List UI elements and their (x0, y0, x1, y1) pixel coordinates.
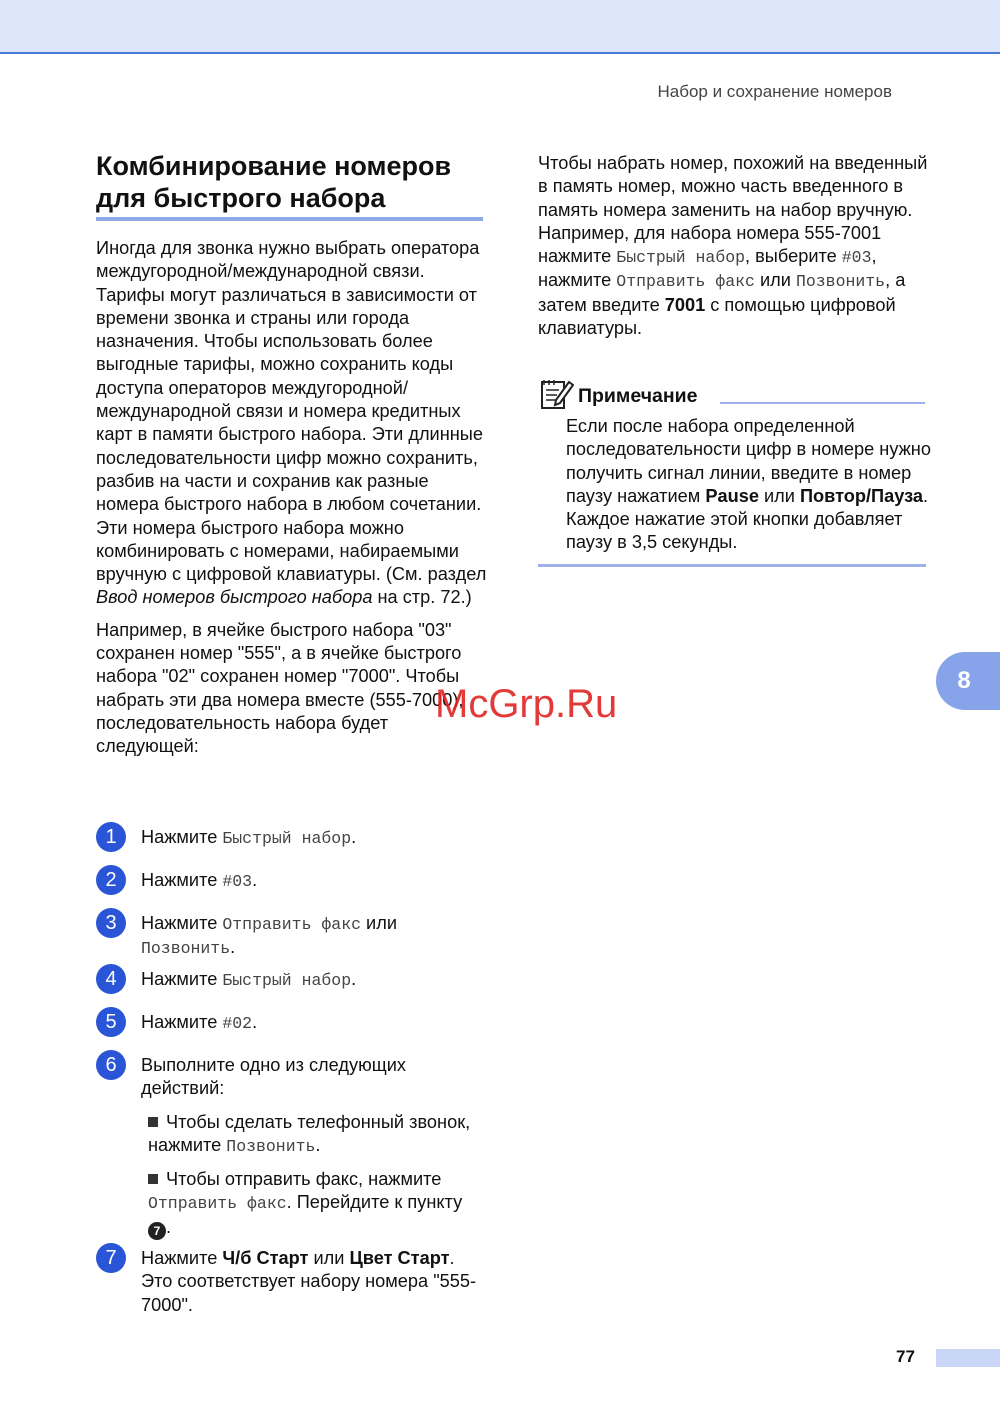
intro-text: Иногда для звонка нужно выбрать оператора междугородной/международной связи. Тарифы могут различаться в зависимости от времени звонка и страны или города назначения. Чтобы использовать более выгодные тарифы, можно сохранить коды доступа операторов междугородной/международной связи и номера кредитных карт в памяти быстрого набора. Эти длинные последовательности цифр можно сохранить, разбив на части и сохранив как разные номера быстрого набора в любом сочетании. Эти номера быстрого набора можно комбинировать с номерами, набираемыми вручную с цифровой клавиатуры. (См. раздел (96, 238, 487, 585)
page-number-bar (936, 1349, 1000, 1367)
page-number: 77 (896, 1347, 915, 1366)
step-number-badge: 6 (96, 1050, 126, 1080)
button-name: Цвет Старт (349, 1248, 450, 1268)
top-banner (0, 0, 1000, 54)
chapter-tab[interactable] (936, 652, 1000, 710)
display-menu-label: Отправить факс (148, 1194, 287, 1214)
note-header (540, 378, 926, 412)
display-menu-label: #02 (222, 1014, 253, 1033)
note-pencil-icon (540, 378, 574, 410)
display-menu-label: Позвонить (795, 272, 886, 292)
display-menu-label: Отправить факс (616, 272, 755, 292)
left-column (96, 237, 488, 759)
step-text: Нажмите #02. (141, 1012, 258, 1033)
step-7 (96, 1247, 488, 1317)
note-body: Если после набора определенной последовательности цифр в номере нужно получить сигнал линии, введите в номер паузу нажатием Pause или Повтор/Пауза. Каждое нажатие этой кнопки добавляет паузу в 3,5 секунды. (566, 416, 931, 553)
step-text: Нажмите Быстрый набор. (141, 827, 357, 848)
step-text: Выполните одно из следующих действий: (141, 1055, 406, 1099)
example-paragraph: Например, в ячейке быстрого набора "03" сохранен номер "555", а в ячейке быстрого набора "02" сохранен номер "7000". Чтобы набрать эти два номера вместе (555-7000), последовательность набора будет следующей: (96, 619, 464, 757)
bullet-item: Чтобы сделать телефонный звонок, нажмите Позвонить. (148, 1112, 471, 1157)
chapter-number: 8 (957, 667, 971, 694)
cross-reference-link[interactable]: Ввод номеров быстрого набора (96, 587, 373, 608)
step-1 (96, 826, 488, 850)
right-paragraph: Чтобы набрать номер, похожий на введенный в память номер, можно часть введенного в память номера заменить на набор вручную. Например, для набора номера 555-7001 нажмите Быстрый набор, выберите #03, нажмите Отправить факс или Позвонить, а затем введите 7001 с помощью цифровой клавиатуры. (538, 153, 928, 339)
bullet-item: Чтобы отправить факс, нажмите Отправить факс. Перейдите к пункту 7 . (148, 1169, 463, 1238)
intro-text-end: на стр. 72.) (372, 587, 472, 608)
step-reference-icon: 7 (148, 1222, 166, 1240)
display-menu-label: Отправить факс (222, 915, 361, 934)
display-menu-label: Позвонить (226, 1137, 316, 1157)
step-text: Нажмите Ч/б Старт или Цвет Старт. Это соответствует набору номера "555-7000". (141, 1248, 477, 1315)
step-number-badge: 7 (96, 1243, 126, 1273)
step-text: Нажмите #03. (141, 870, 258, 891)
button-name: Ч/б Старт (222, 1248, 309, 1268)
display-menu-label: Быстрый набор (222, 971, 352, 990)
step-text: Нажмите Быстрый набор. (141, 969, 357, 990)
step-number-badge: 5 (96, 1007, 126, 1037)
bullet-square-icon (148, 1174, 158, 1184)
step-3 (96, 912, 488, 961)
step-2 (96, 869, 488, 893)
intro-paragraph (96, 237, 488, 610)
step-text: Нажмите Отправить факс или Позвонить. (141, 913, 397, 959)
button-name: Pause (705, 485, 759, 506)
button-name: Повтор/Пауза (799, 485, 924, 506)
display-menu-label: #03 (841, 248, 872, 268)
display-menu-label: Быстрый набор (222, 829, 352, 848)
step-number-badge: 4 (96, 964, 126, 994)
display-menu-label: Быстрый набор (616, 248, 746, 268)
step-6 (96, 1054, 488, 1101)
title-underline (96, 217, 483, 221)
bullet-square-icon (148, 1117, 158, 1127)
section-title: Комбинирование номеров для быстрого набора (96, 151, 452, 213)
note-title: Примечание (578, 385, 698, 407)
running-head: Набор и сохранение номеров (657, 82, 892, 101)
step-5 (96, 1011, 488, 1035)
digits-entry: 7001 (664, 294, 706, 315)
note-title-rule (720, 402, 925, 404)
step-4 (96, 968, 488, 992)
step-number-badge: 1 (96, 822, 126, 852)
watermark: McGrp.Ru (435, 682, 618, 726)
right-column (538, 152, 930, 340)
display-menu-label: Позвонить (141, 939, 231, 959)
display-menu-label: #03 (222, 872, 253, 891)
step-number-badge: 2 (96, 865, 126, 895)
note-bottom-rule (538, 564, 926, 567)
step-number-badge: 3 (96, 908, 126, 938)
